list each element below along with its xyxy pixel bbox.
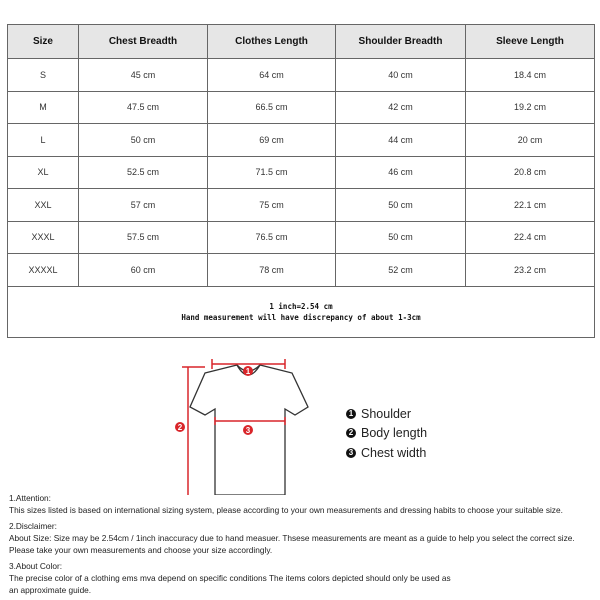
legend-number: 2 xyxy=(346,428,356,438)
header-size: Size xyxy=(8,25,79,59)
table-cell: 71.5 cm xyxy=(208,156,336,189)
table-row xyxy=(8,221,595,254)
note-title: 1.Attention: xyxy=(9,493,51,503)
notes-section xyxy=(9,492,599,600)
table-cell: 18.4 cm xyxy=(466,59,595,92)
note-attention xyxy=(9,492,599,516)
table-cell: XXXXL xyxy=(8,254,79,287)
table-cell: 22.1 cm xyxy=(466,189,595,222)
svg-text:2: 2 xyxy=(177,423,183,432)
measurement-note xyxy=(8,286,595,337)
table-cell: L xyxy=(8,124,79,157)
note-text: Please take your own measurements and choose your size accordingly. xyxy=(9,545,273,555)
legend-number: 1 xyxy=(346,409,356,419)
table-cell: 20 cm xyxy=(466,124,595,157)
table-cell: 50 cm xyxy=(79,124,208,157)
legend-number: 3 xyxy=(346,448,356,458)
size-chart-table xyxy=(7,24,595,338)
table-row xyxy=(8,124,595,157)
diagram-legend xyxy=(346,404,427,463)
table-header-row xyxy=(8,25,595,59)
table-cell: 23.2 cm xyxy=(466,254,595,287)
table-cell: 44 cm xyxy=(336,124,466,157)
legend-label: Shoulder xyxy=(361,406,412,421)
note-title: 3.About Color: xyxy=(9,561,63,571)
table-note-row xyxy=(8,286,595,337)
table-cell: 40 cm xyxy=(336,59,466,92)
table-cell: 76.5 cm xyxy=(208,221,336,254)
marker-chest-width xyxy=(243,425,253,435)
table-cell: 69 cm xyxy=(208,124,336,157)
table-cell: XL xyxy=(8,156,79,189)
legend-shoulder xyxy=(346,404,427,424)
legend-label: Body length xyxy=(361,426,428,441)
table-cell: 52.5 cm xyxy=(79,156,208,189)
table-cell: 64 cm xyxy=(208,59,336,92)
header-clothes-length: Clothes Length xyxy=(208,25,336,59)
header-shoulder-breadth: Shoulder Breadth xyxy=(336,25,466,59)
table-cell: 19.2 cm xyxy=(466,91,595,124)
table-cell: 52 cm xyxy=(336,254,466,287)
table-cell: 57 cm xyxy=(79,189,208,222)
table-cell: 50 cm xyxy=(336,189,466,222)
note-text: an approximate guide. xyxy=(9,585,92,595)
marker-body-length xyxy=(175,422,185,432)
inch-conversion: 1 inch=2.54 cm xyxy=(269,301,333,311)
legend-label: Chest width xyxy=(361,445,427,460)
table-cell: 66.5 cm xyxy=(208,91,336,124)
table-row xyxy=(8,189,595,222)
table-cell: 22.4 cm xyxy=(466,221,595,254)
table-cell: XXXL xyxy=(8,221,79,254)
header-chest-breadth: Chest Breadth xyxy=(79,25,208,59)
table-row xyxy=(8,156,595,189)
table-cell: 75 cm xyxy=(208,189,336,222)
table-cell: 60 cm xyxy=(79,254,208,287)
table-cell: 46 cm xyxy=(336,156,466,189)
table-cell: 57.5 cm xyxy=(79,221,208,254)
table-cell: 20.8 cm xyxy=(466,156,595,189)
note-text: About Size: Size may be 2.54cm / 1inch inaccuracy due to hand measuer. Thsese measurements are meant as a guide to help you select the correct size. xyxy=(9,533,575,543)
header-sleeve-length: Sleeve Length xyxy=(466,25,595,59)
marker-shoulder xyxy=(243,366,253,376)
table-cell: 78 cm xyxy=(208,254,336,287)
table-row xyxy=(8,254,595,287)
legend-chest-width xyxy=(346,443,427,463)
svg-text:1: 1 xyxy=(245,367,251,376)
note-text: The precise color of a clothing ems mva depend on specific conditions The items colors depicted should only be used as xyxy=(9,573,451,583)
table-row xyxy=(8,91,595,124)
table-row xyxy=(8,59,595,92)
table-cell: 50 cm xyxy=(336,221,466,254)
discrepancy-note: Hand measurement will have discrepancy of about 1-3cm xyxy=(181,312,421,322)
note-title: 2.Disclaimer: xyxy=(9,521,57,531)
table-cell: XXL xyxy=(8,189,79,222)
table-cell: M xyxy=(8,91,79,124)
legend-body-length xyxy=(346,424,427,444)
table-cell: 42 cm xyxy=(336,91,466,124)
table-cell: S xyxy=(8,59,79,92)
table-cell: 45 cm xyxy=(79,59,208,92)
table-cell: 47.5 cm xyxy=(79,91,208,124)
tshirt-diagram xyxy=(160,355,340,495)
svg-text:3: 3 xyxy=(245,426,251,435)
note-color xyxy=(9,560,599,596)
note-disclaimer xyxy=(9,520,599,556)
note-text: This sizes listed is based on international sizing system, please according to your own measurements and dressing habits to choose your suitable size. xyxy=(9,505,563,515)
